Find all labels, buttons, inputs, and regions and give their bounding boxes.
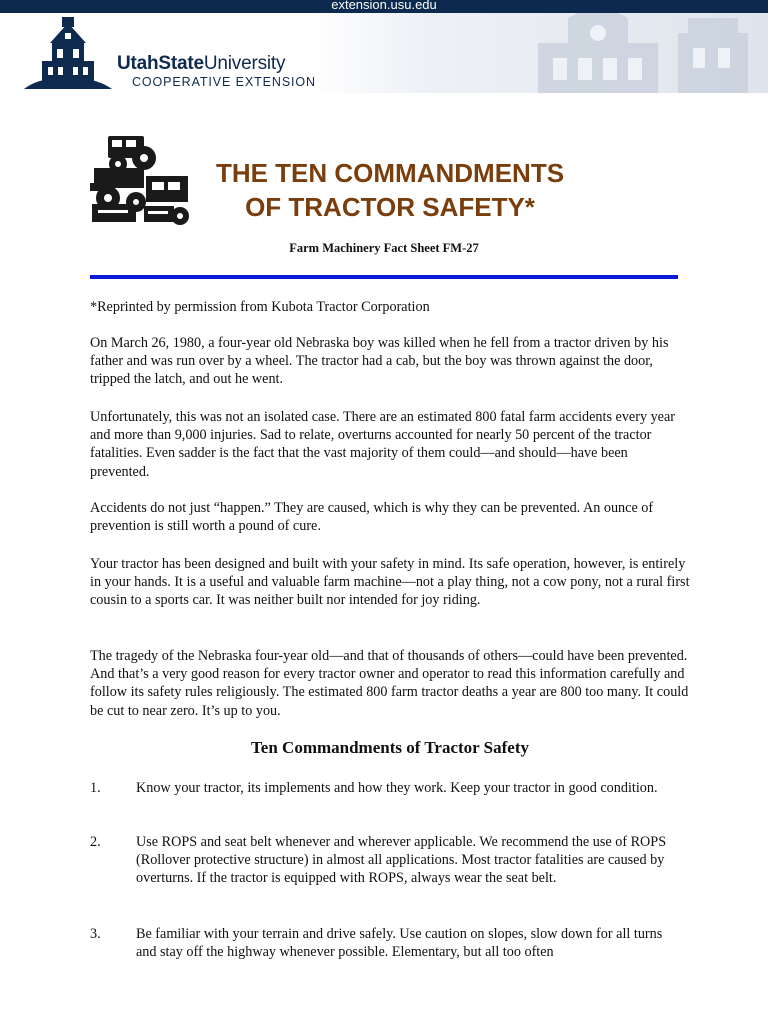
department-name: COOPERATIVE EXTENSION: [132, 75, 316, 89]
title-line-1: THE TEN COMMANDMENTS: [215, 158, 565, 188]
paragraph-5: The tragedy of the Nebraska four-year old—and that of thousands of others—could have been prevented. And that’s a very good reason for every tractor owner and operator to read this information carefully and follow its safety rules religiously. The estimated 800 farm tractor deaths a year are 800 too many. It could be cut to near zero. It’s up to you.: [90, 648, 689, 719]
url-bar: [0, 0, 768, 13]
university-name: UtahStateUniversity: [117, 53, 286, 74]
paragraph-3: Accidents do not just “happen.” They are caused, which is why they can be prevented. An ounce of prevention is still worth a pound of cure.: [90, 500, 654, 535]
paragraph-1: On March 26, 1980, a four-year old Nebraska boy was killed when he fell from a tractor driven by his father and was run over by a wheel. The tractor had a cab, but the boy was thrown against the door, tripped the latch, and out he went.: [90, 335, 669, 388]
paragraph-4: Your tractor has been designed and built with your safety in mind. Its safe operation, however, is entirely in your hands. It is a useful and valuable farm machine—not a play thing, not a cow pony, not a rural first cousin to a sports car. It was neither built nor intended for joy riding.: [90, 556, 690, 609]
list-item-number: 3.: [90, 926, 101, 942]
paragraph-2: Unfortunately, this was not an isolated case. There are an estimated 800 fatal farm accidents every year and more than 9,000 injuries. Sad to relate, overturns accounted for nearly 50 percent of the tractor fatalities. Even sadder is the fact that the vast majority of them could—and should—have been prevented.: [90, 409, 675, 480]
list-item-text: Know your tractor, its implements and how they work. Keep your tractor in good condition.: [136, 780, 658, 796]
list-item-text: Use ROPS and seat belt whenever and wherever applicable. We recommend the use of ROPS (Rollover protective structure) in almost all applications. Most tractor fatalities are caused by overturns. If the tractor is equipped with ROPS, always wear the seat belt.: [136, 834, 667, 887]
section-heading: Ten Commandments of Tractor Safety: [251, 738, 529, 757]
page-header: [0, 13, 768, 93]
site-url[interactable]: extension.usu.edu: [331, 0, 437, 12]
reprint-note: *Reprinted by permission from Kubota Tractor Corporation: [90, 299, 430, 315]
university-logo[interactable]: [22, 17, 114, 93]
title-divider: [90, 275, 678, 279]
list-item-text: Be familiar with your terrain and drive safely. Use caution on slopes, slow down for all turns and stay off the highway whenever possible. Elementary, but all too often: [136, 926, 663, 961]
list-item-number: 1.: [90, 780, 101, 796]
fact-sheet-number: Farm Machinery Fact Sheet FM-27: [289, 241, 479, 255]
document-title: [180, 156, 600, 224]
background-building-graphic: [508, 13, 768, 93]
list-item-number: 2.: [90, 834, 101, 850]
title-line-2: OF TRACTOR SAFETY*: [245, 192, 535, 222]
